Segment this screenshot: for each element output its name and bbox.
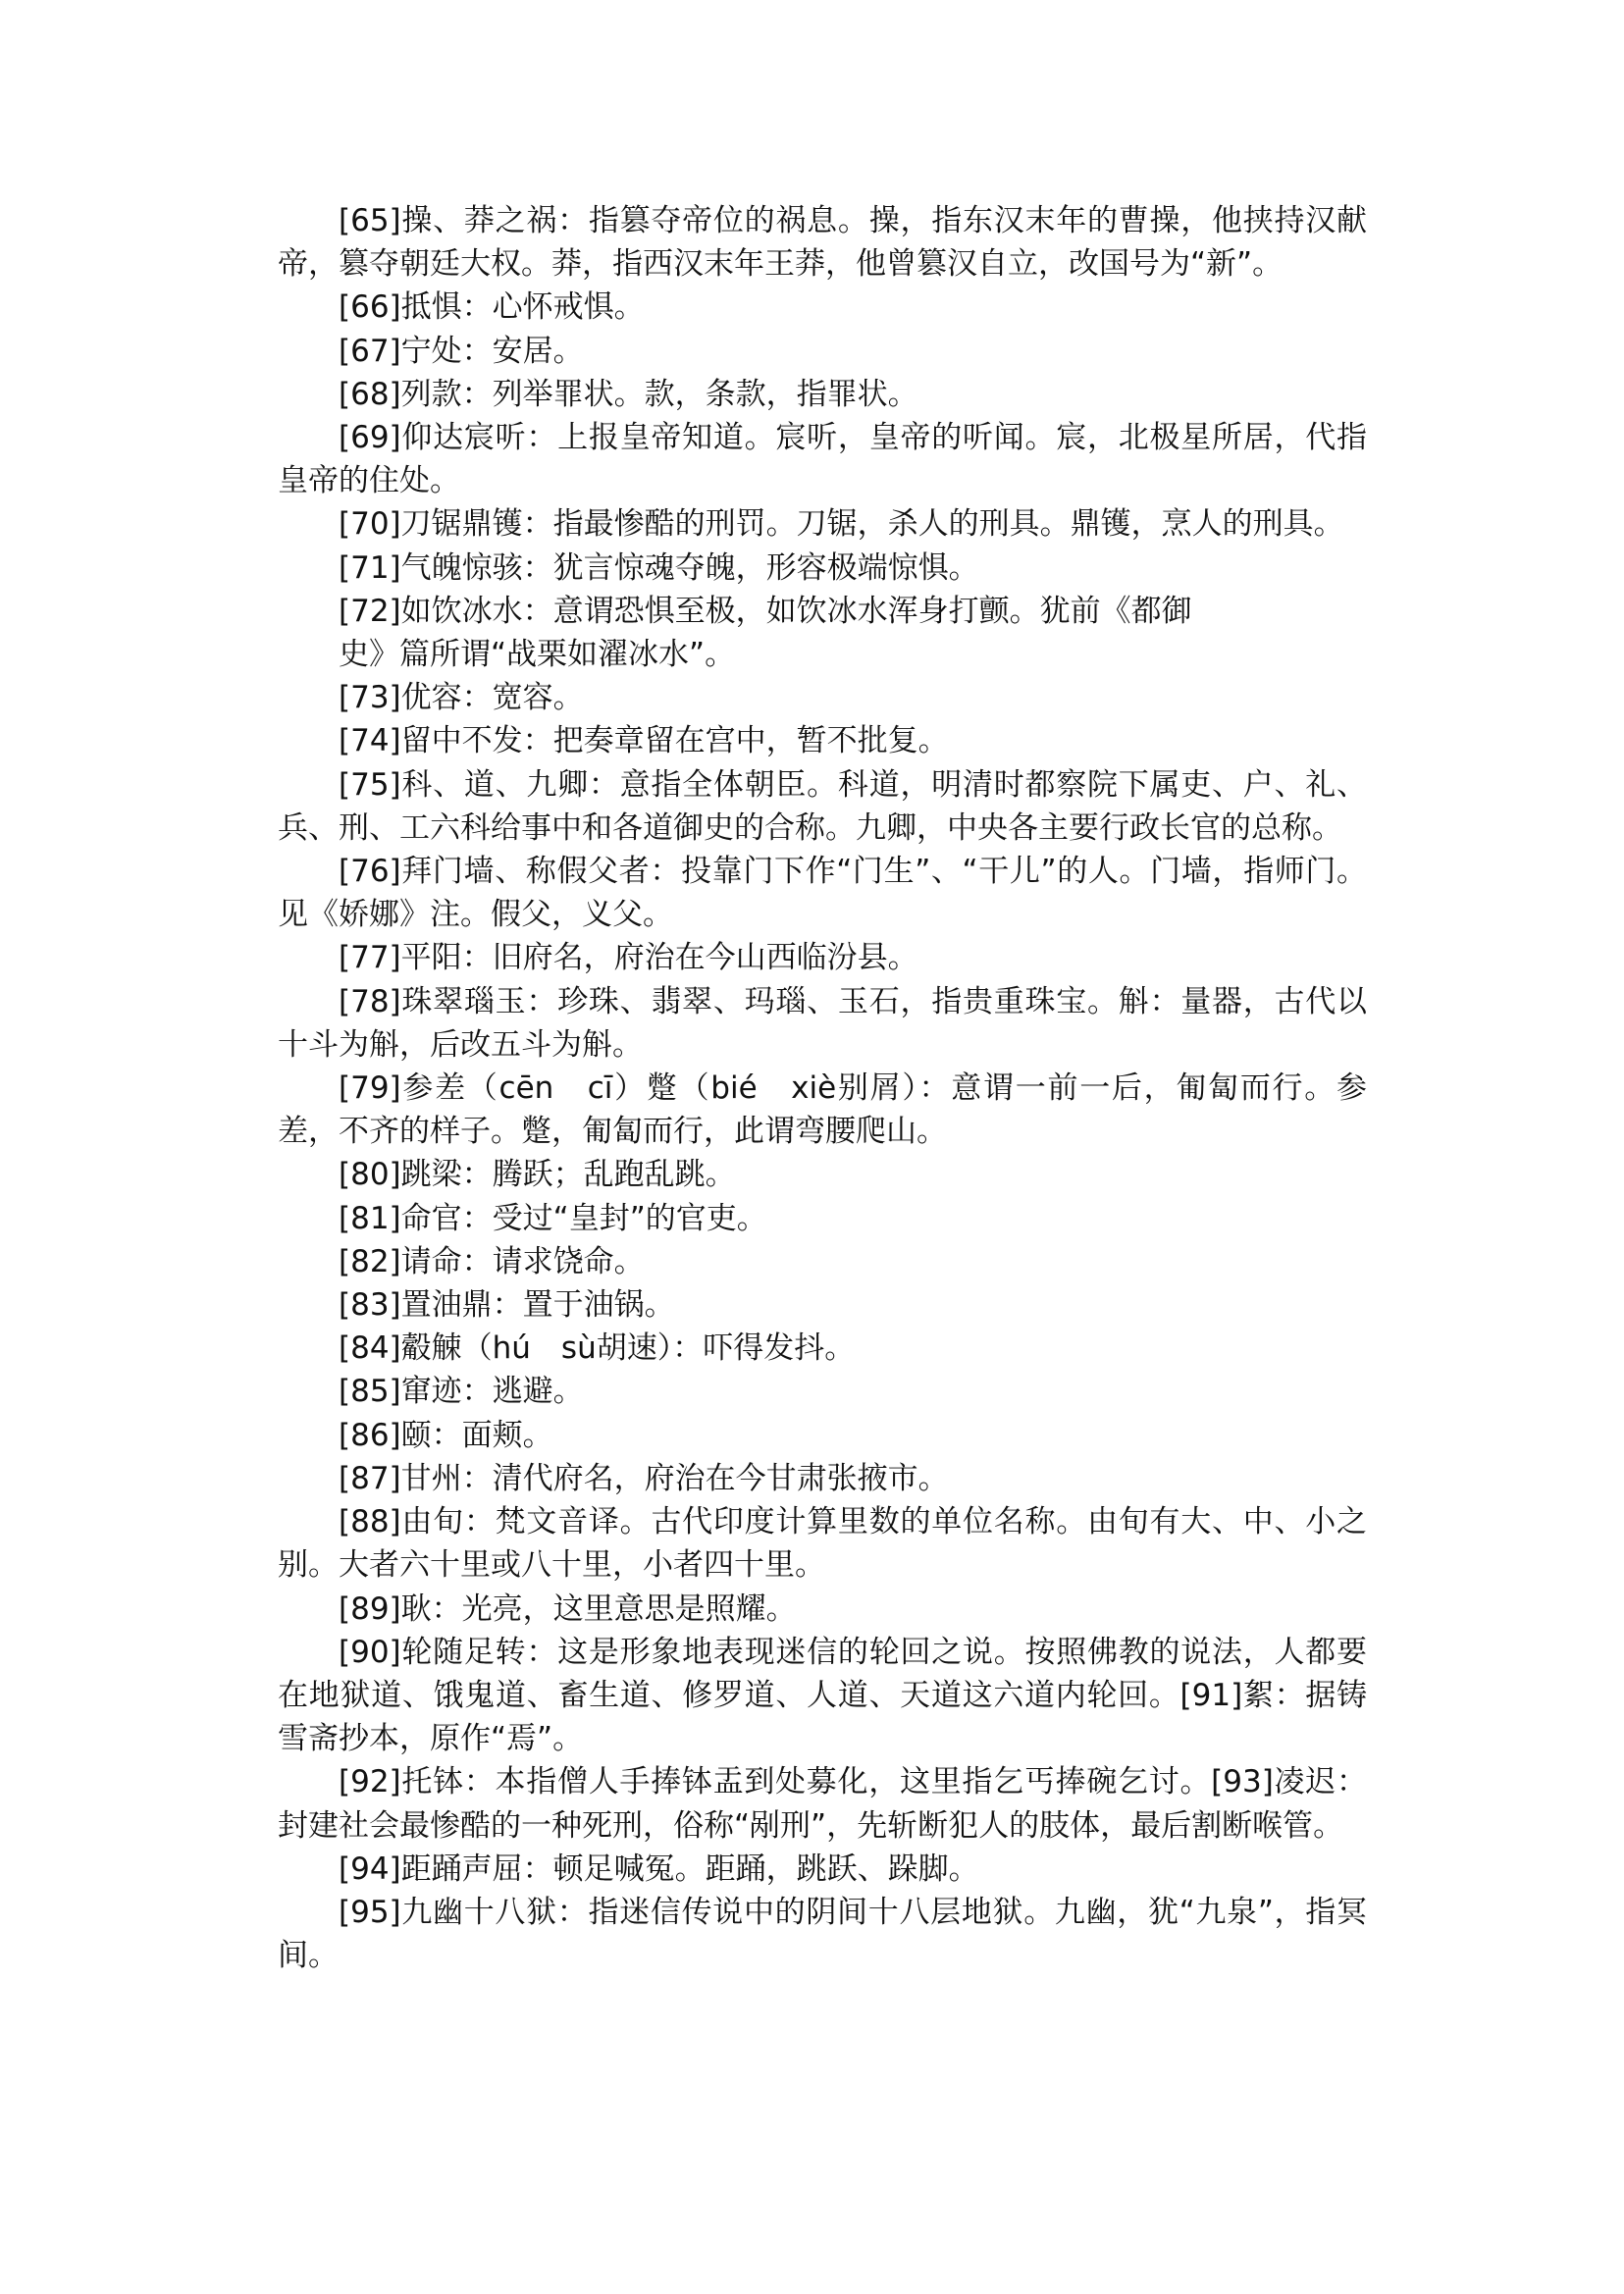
note-81: [81]命官：受过“皇封”的官吏。 [339, 1200, 767, 1236]
note-75: [75]科、道、九卿：意指全体朝臣。科道，明清时都察院下属吏、户、礼、兵、刑、工六科给事中和各道御史的合称。九卿，中央各主要行政长官的总称。 [278, 766, 1367, 846]
note-78: [78]珠翠瑙玉：珍珠、翡翠、玛瑙、玉石，指贵重珠宝。斛：量器，古代以十斗为斛，后改五斗为斛。 [278, 983, 1367, 1063]
note-80: [80]跳梁：腾跃；乱跑乱跳。 [339, 1157, 736, 1193]
note-72: [72]如饮冰水：意谓恐惧至极，如饮冰水浑身打颤。犹前《都御 [339, 593, 1192, 629]
note-87: [87]甘州：清代府名，府治在今甘肃张掖市。 [339, 1460, 949, 1496]
note-71: [71]气魄惊骇：犹言惊魂夺魄，形容极端惊惧。 [339, 549, 979, 586]
note-89: [89]耿：光亮，这里意思是照耀。 [339, 1590, 797, 1627]
note-72-continued: 史》篇所谓“战栗如濯冰水”。 [339, 637, 736, 673]
annotation-page [278, 199, 1367, 1977]
note-82: [82]请命：请求饶命。 [339, 1243, 645, 1279]
note-66: [66]抵惧：心怀戒惧。 [339, 289, 645, 326]
note-67: [67]宁处：安居。 [339, 333, 584, 369]
note-95: [95]九幽十八狱：指迷信传说中的阴间十八层地狱。九幽，犹“九泉”，指冥间。 [278, 1894, 1367, 1974]
note-86: [86]颐：面颊。 [339, 1417, 553, 1453]
note-68: [68]列款：列举罪状。款，条款，指罪状。 [339, 376, 918, 412]
note-69: [69]仰达宸听：上报皇帝知道。宸听，皇帝的听闻。宸，北极星所居，代指皇帝的住处。 [278, 420, 1367, 499]
note-70: [70]刀锯鼎镬：指最惨酷的刑罚。刀锯，杀人的刑具。鼎镬，烹人的刑具。 [339, 506, 1344, 543]
note-84: [84]觳觫（hú sù胡速）：吓得发抖。 [339, 1330, 856, 1367]
note-74: [74]留中不发：把奏章留在宫中，暂不批复。 [339, 723, 949, 759]
note-94: [94]距踊声屈：顿足喊冤。距踊，跳跃、跺脚。 [339, 1851, 979, 1887]
note-73: [73]优容：宽容。 [339, 680, 584, 716]
note-88: [88]由旬：梵文音译。古代印度计算里数的单位名称。由旬有大、中、小之别。大者六十里或八十里，小者四十里。 [278, 1504, 1367, 1584]
note-65: [65]操、莽之祸：指篡夺帝位的祸息。操，指东汉末年的曹操，他挟持汉献帝，篡夺朝廷大权。莽，指西汉末年王莽，他曾篡汉自立，改国号为“新”。 [278, 203, 1367, 283]
note-83: [83]置油鼎：置于油锅。 [339, 1287, 675, 1324]
note-92-93: [92]托钵：本指僧人手捧钵盂到处募化，这里指乞丐捧碗乞讨。[93]凌迟：封建社会最惨酷的一种死刑，俗称“剐刑”，先斩断犯人的肢体，最后割断喉管。 [278, 1764, 1367, 1844]
note-76: [76]拜门墙、称假父者：投靠门下作“门生”、“干儿”的人。门墙，指师门。见《娇娜》注。假父，义父。 [278, 854, 1367, 933]
note-90-91: [90]轮随足转：这是形象地表现迷信的轮回之说。按照佛教的说法，人都要在地狱道、饿鬼道、畜生道、修罗道、人道、天道这六道内轮回。[91]絮：据铸雪斋抄本，原作“焉”。 [278, 1634, 1367, 1757]
note-77: [77]平阳：旧府名，府治在今山西临汾县。 [339, 940, 918, 976]
note-79: [79]参差（cēn cī）蹩（bié xiè别屑）：意谓一前一后，匍匐而行。参差，不齐的样子。蹩，匍匐而行，此谓弯腰爬山。 [278, 1070, 1367, 1150]
note-85: [85]窜迹：逃避。 [339, 1374, 584, 1410]
